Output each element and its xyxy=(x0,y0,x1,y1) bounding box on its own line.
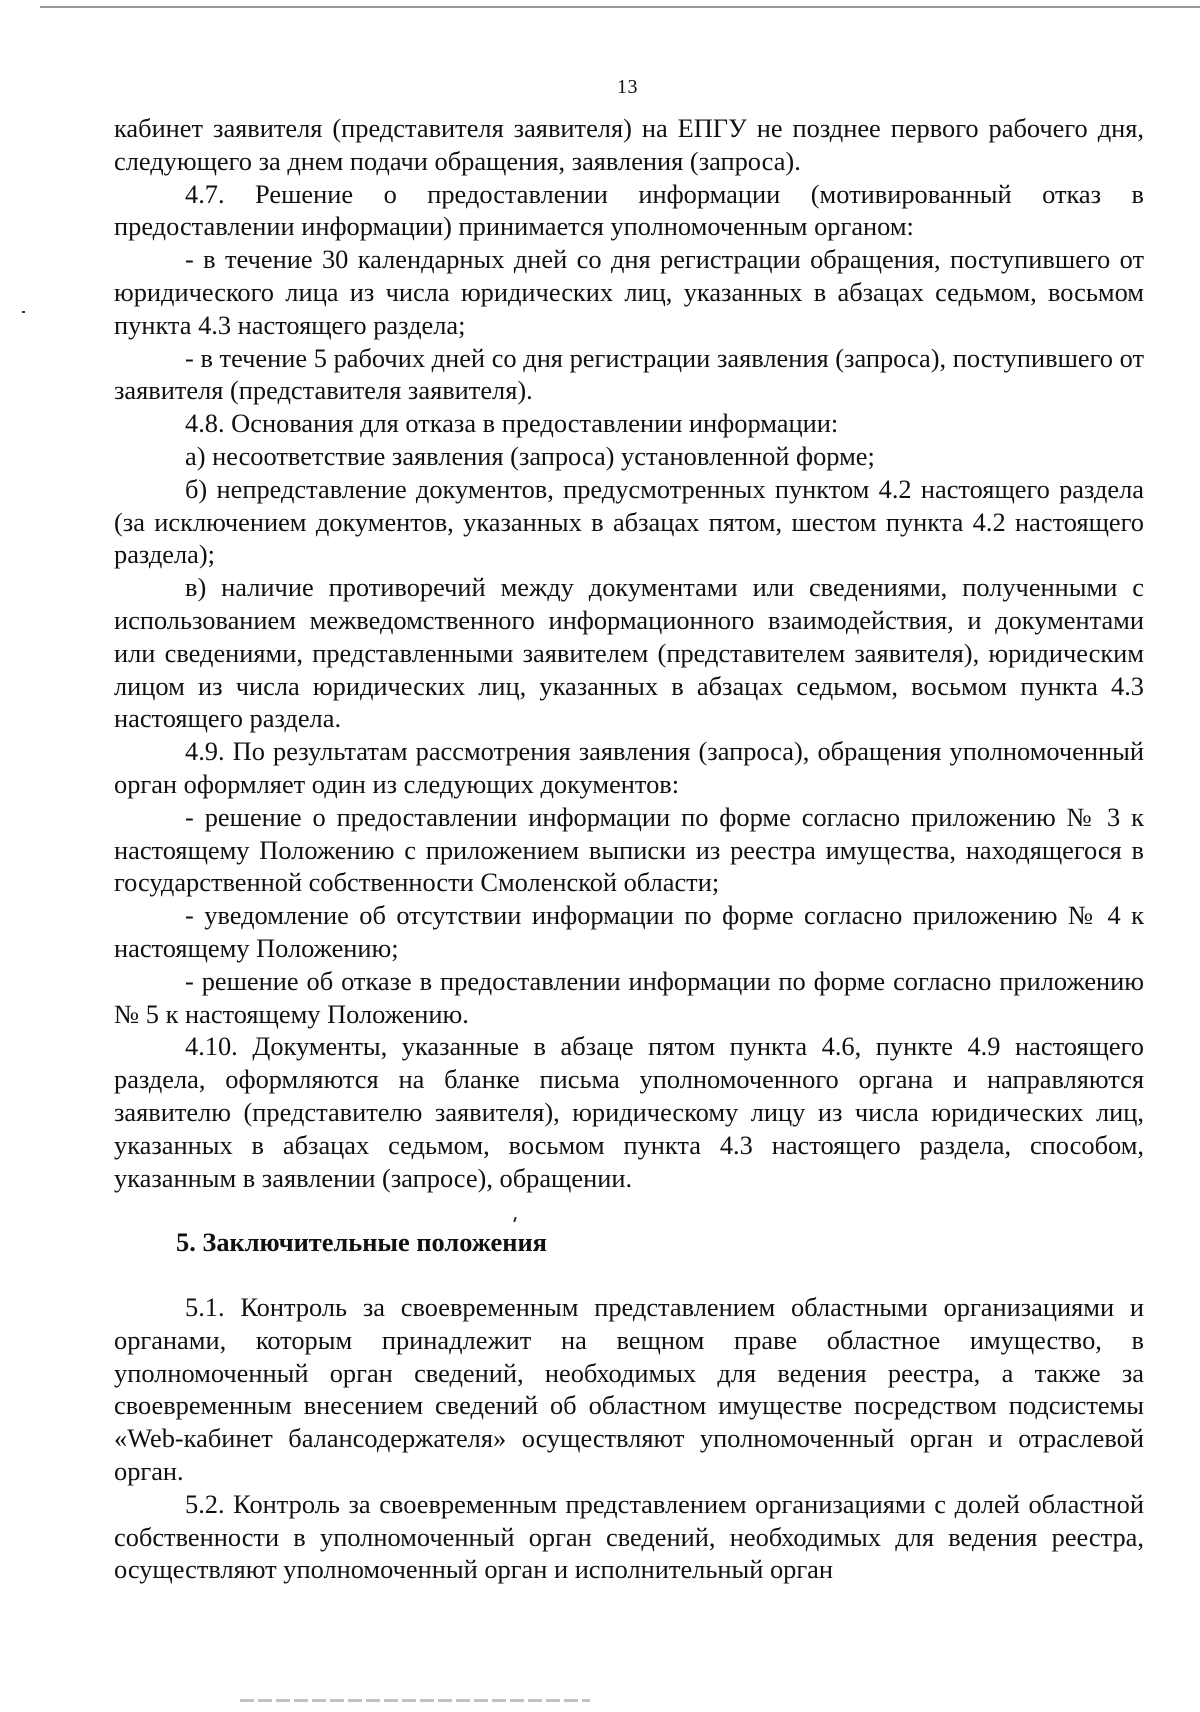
list-item-30-days: - в течение 30 календарных дней со дня регистрации обращения, поступившего от юридического лица из числа юридических лиц, указанных в абзацах седьмом, восьмом пункта 4.3 настоящего раздела; xyxy=(114,244,1144,340)
list-item-refusal: - решение об отказе в предоставлении информации по форме согласно приложению № 5 к настоящему Положению. xyxy=(114,965,1144,1029)
paragraph-4-10: 4.10. Документы, указанные в абзаце пятом пункта 4.6, пункте 4.9 настоящего раздела, оформляются на бланке письма уполномоченного органа и направляются заявителю (представителю заявителя), юридическому лицу из числа юридических лиц, указанных в абзацах седьмом, восьмом пункта 4.3 настоящего раздела, способом, указанным в заявлении (запросе), обращении. xyxy=(114,1031,1144,1193)
list-item-v: в) наличие противоречий между документами или сведениями, полученными с использованием межведомственного информационного взаимодействия, и документами или сведениями, представленными заявителем (представителем заявителя), юридическим лицом из числа юридических лиц, указанных в абзацах седьмом, восьмом пункта 4.3 настоящего раздела. xyxy=(114,572,1144,734)
top-scan-border xyxy=(40,6,1200,8)
spacer xyxy=(114,1194,1144,1226)
list-item-b: б) непредставление документов, предусмотренных пунктом 4.2 настоящего раздела (за исключением документов, указанных в абзацах пятом, шестом пункта 4.2 настоящего раздела); xyxy=(114,473,1144,570)
bottom-scan-artifact xyxy=(240,1699,590,1702)
section-heading: 5. Заключительные положения xyxy=(176,1227,547,1258)
paragraph-continuation: кабинет заявителя (представителя заявителя) на ЕПГУ не позднее первого рабочего дня, следующего за днем подачи обращения, заявления (запроса). xyxy=(114,113,1144,176)
page-number: 13 xyxy=(617,76,638,98)
paragraph-5-2: 5.2. Контроль за своевременным представлением организациями с долей областной собственности в уполномоченный орган сведений, необходимых для ведения реестра, осуществляют уполномоченный орган и исполнительный орган xyxy=(114,1488,1144,1585)
paragraph-4-9: 4.9. По результатам рассмотрения заявления (запроса), обращения уполномоченный орган оформляет один из следующих документов: xyxy=(114,736,1144,799)
scan-speck xyxy=(22,311,25,313)
paragraph-4-8: 4.8. Основания для отказа в предоставлении информации: xyxy=(185,408,839,439)
list-item-a: а) несоответствие заявления (запроса) установленной форме; xyxy=(185,440,875,471)
document-body xyxy=(114,112,1144,1586)
spacer xyxy=(114,1259,1144,1291)
paragraph-5-1: 5.1. Контроль за своевременным представлением областными организациями и органами, которым принадлежит на вещном праве областное имущество, в уполномоченный орган сведений, необходимых для ведения реестра, а также за своевременным внесением сведений об областном имуществе посредством подсистемы «Web-кабинет балансодержателя» осуществляют уполномоченный орган и отраслевой орган. xyxy=(114,1292,1144,1487)
list-item-notice: - уведомление об отсутствии информации по форме согласно приложению № 4 к настоящему Положению; xyxy=(114,900,1144,963)
list-item-decision: - решение о предоставлении информации по форме согласно приложению № 3 к настоящему Положению с приложением выписки из реестра имущества, находящегося в государственной собственности Смоленской области; xyxy=(114,801,1144,898)
list-item-5-days: - в течение 5 рабочих дней со дня регистрации заявления (запроса), поступившего от заявителя (представителя заявителя). xyxy=(114,342,1144,406)
paragraph-4-7: 4.7. Решение о предоставлении информации (мотивированный отказ в предоставлении информации) принимается уполномоченным органом: xyxy=(114,178,1144,242)
